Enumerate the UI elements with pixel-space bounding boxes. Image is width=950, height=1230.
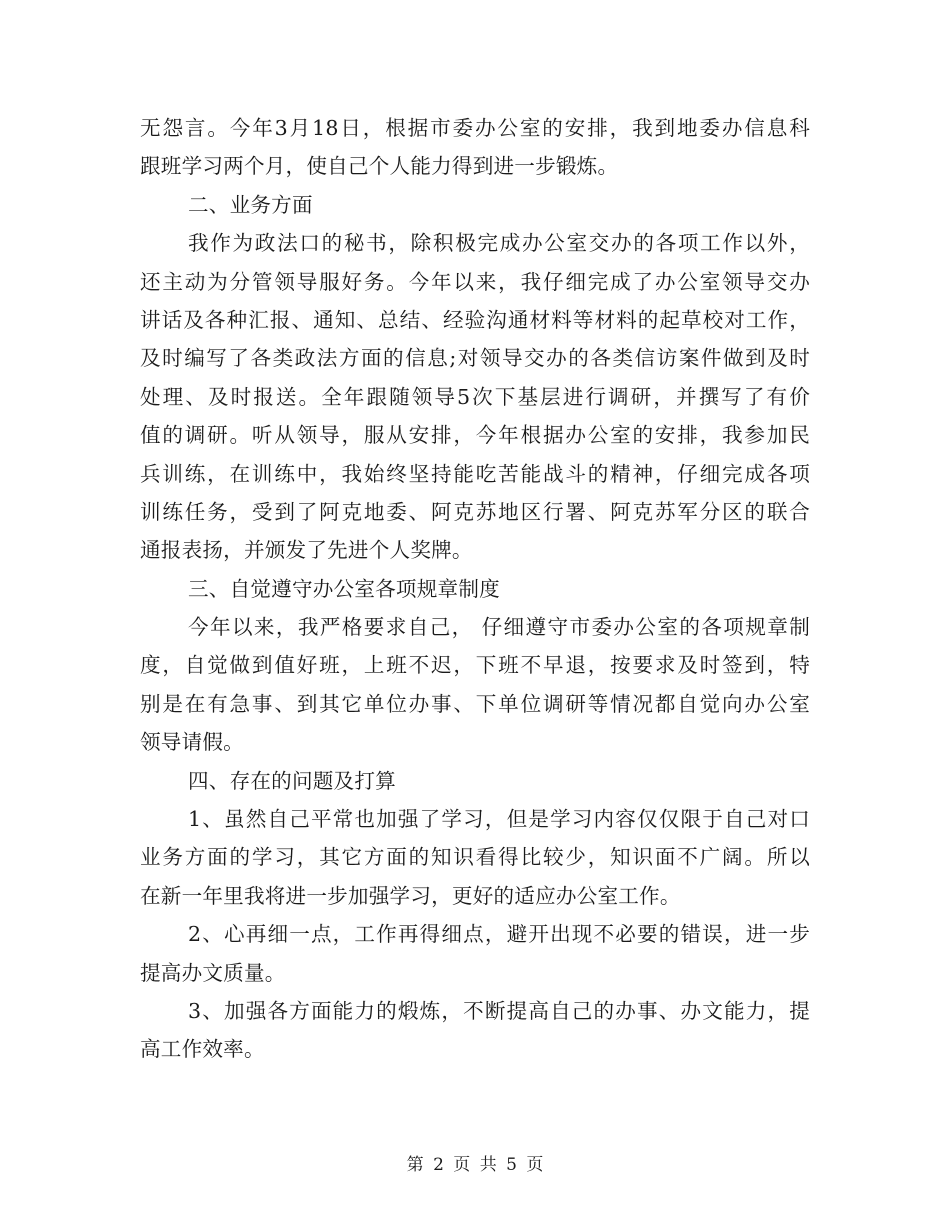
text-line: 别是在有急事、到其它单位办事、下单位调研等情况都自觉向办公室 (140, 691, 810, 716)
text-line: 高工作效率。 (140, 1037, 265, 1062)
text-line: 还主动为分管领导服好务。今年以来，我仔细完成了办公室领导交办 (140, 269, 810, 294)
text-line: 二、业务方面 (188, 192, 313, 217)
text-line: 跟班学习两个月，使自己个人能力得到进一步锻炼。 (140, 154, 619, 179)
text-line: 领导请假。 (140, 730, 244, 755)
text-line: 讲话及各种汇报、通知、总结、经验沟通材料等材料的起草校对工作， (140, 307, 810, 332)
text-line: 度，自觉做到值好班，上班不迟，下班不早退，按要求及时签到，特 (140, 653, 810, 678)
document-body (140, 109, 810, 1069)
text-line: 三、自觉遵守办公室各项规章制度 (188, 576, 500, 601)
text-line: 提高办文质量。 (140, 960, 286, 985)
text-line: 四、存在的问题及打算 (188, 768, 396, 793)
text-line: 值的调研。听从领导，服从安排，今年根据办公室的安排，我参加民 (140, 423, 810, 448)
text-line: 处理、及时报送。全年跟随领导5次下基层进行调研，并撰写了有价 (140, 384, 810, 409)
text-line: 我作为政法口的秘书，除积极完成办公室交办的各项工作以外， (188, 231, 810, 256)
text-line: 业务方面的学习，其它方面的知识看得比较少，知识面不广阔。所以 (140, 845, 810, 870)
text-line: 及时编写了各类政法方面的信息;对领导交办的各类信访案件做到及时 (140, 346, 810, 371)
page-footer: 第 2 页 共 5 页 (406, 1155, 544, 1175)
text-line: 训练任务，受到了阿克地委、阿克苏地区行署、阿克苏军分区的联合 (140, 499, 810, 524)
text-line: 无怨言。今年3月18日，根据市委办公室的安排，我到地委办信息科 (140, 116, 810, 140)
text-line: 通报表扬，并颁发了先进个人奖牌。 (140, 538, 473, 563)
text-line: 3、加强各方面能力的煅炼，不断提高自己的办事、办文能力，提 (188, 998, 810, 1023)
text-line: 今年以来，我严格要求自己， 仔细遵守市委办公室的各项规章制 (188, 615, 810, 640)
text-line: 2、心再细一点，工作再得细点，避开出现不必要的错误，进一步 (188, 922, 810, 947)
text-line: 在新一年里我将进一步加强学习，更好的适应办公室工作。 (140, 883, 681, 908)
text-line: 兵训练，在训练中，我始终坚持能吃苦能战斗的精神，仔细完成各项 (140, 461, 810, 486)
text-line: 1、虽然自己平常也加强了学习，但是学习内容仅仅限于自己对口 (188, 807, 810, 832)
